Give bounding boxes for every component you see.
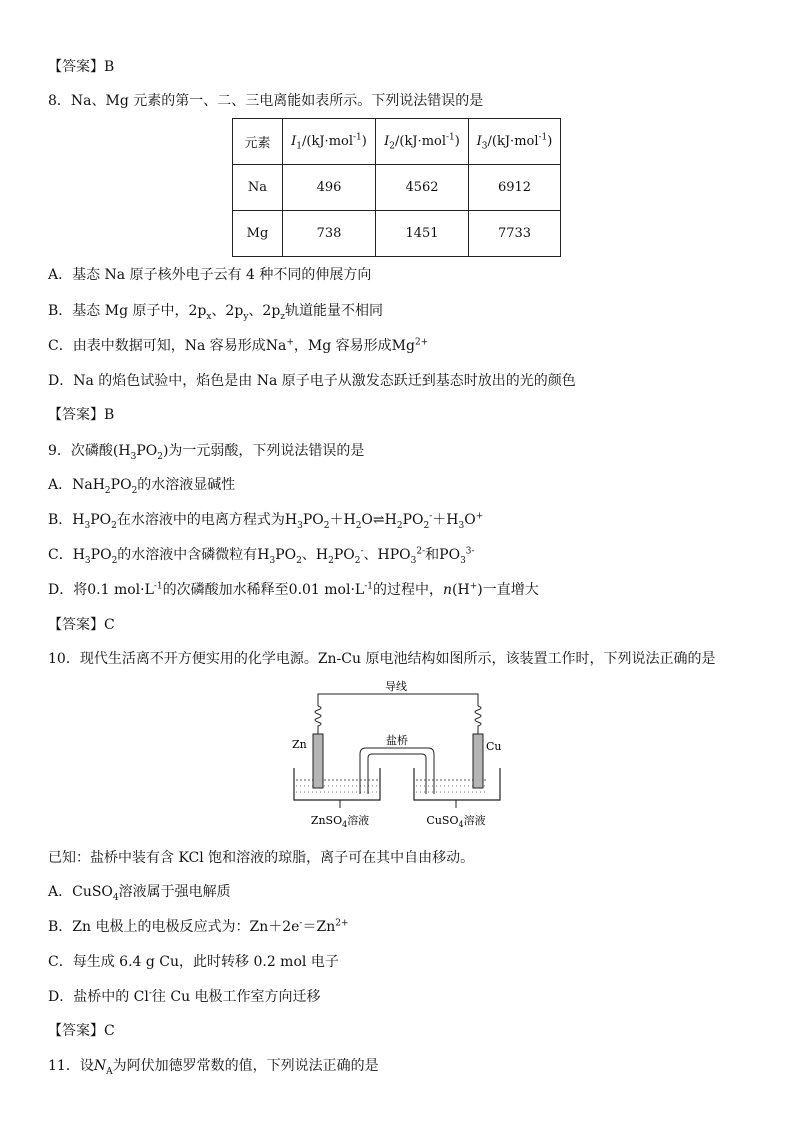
q8-option-b: B．基态 Mg 原子中，$2p_x$、$2p_y$、$2p_z$轨道能量不相同 <box>48 303 384 322</box>
table-cell: 4562 <box>376 165 469 211</box>
salt-bridge-label: 盐桥 <box>386 734 408 747</box>
left-solution-label: ZnSO$_4$溶液 <box>310 814 370 829</box>
table-cell: 1451 <box>376 211 469 257</box>
wire-label: 导线 <box>385 680 407 693</box>
q11-stem: 11．设$N_A$为阿伏加德罗常数的值，下列说法正确的是 <box>48 1058 379 1077</box>
table-cell: 738 <box>283 211 376 257</box>
q8-option-c: C．由表中数据可知，Na 容易形成Na+，Mg 容易形成$Mg^{2+}$ <box>48 337 429 354</box>
table-header-cell: $I_2/(kJ\cdot mol^{-1})$ <box>376 119 469 165</box>
answer-q9 <box>48 616 115 634</box>
left-spring-icon <box>315 706 321 734</box>
q10-option-b: B．Zn 电极上的电极反应式为：$Zn+2e^-=Zn^{2+}$ <box>48 918 349 935</box>
answer-value: C <box>104 617 115 633</box>
q9-stem: 9．次磷酸$(H_3PO_2)$为一元弱酸，下列说法错误的是 <box>48 443 365 462</box>
answer-value: C <box>104 1023 115 1039</box>
zn-label: Zn <box>292 738 307 751</box>
table-cell: 496 <box>283 165 376 211</box>
left-beaker <box>294 768 380 800</box>
right-spring-icon <box>475 706 481 734</box>
q9-option-d: D．将0.1 $mol\cdot L^{-1}$的次磷酸加水稀释至0.01 $mol\cdot L^{-1}$的过程中，n(H+)一直增大 <box>48 581 539 598</box>
salt-bridge-inner <box>368 754 426 794</box>
answer-value: B <box>104 407 115 423</box>
q8-stem: 8．Na、Mg 元素的第一、二、三电离能如表所示。下列说法错误的是 <box>48 93 484 109</box>
zn-cu-galvanic-cell-diagram <box>288 680 502 832</box>
q9-option-b: B．$H_3PO_2$在水溶液中的电离方程式为$H_3PO_2+H_2O\rightleftharpoons H_2PO_2^-+H_3O^+$ <box>48 511 484 531</box>
q9-option-a: A．$NaH_2PO_2$的水溶液显碱性 <box>48 477 236 496</box>
cu-label: Cu <box>486 740 502 753</box>
answer-label: 【答案】 <box>48 407 104 423</box>
q8-option-d: D．Na 的焰色试验中，焰色是由 Na 原子电子从激发态跃迁到基态时放出的光的颜色 <box>48 373 576 389</box>
table-cell: 6912 <box>469 165 561 211</box>
answer-label: 【答案】 <box>48 617 104 633</box>
q10-option-d: D．盐桥中的 Cl-往 Cu 电极工作室方向迁移 <box>48 988 321 1005</box>
wire <box>318 694 478 706</box>
table-header-cell: $I_3/(kJ\cdot mol^{-1})$ <box>469 119 561 165</box>
table-header-cell: 元素 <box>233 119 283 165</box>
q10-option-c: C．每生成 6.4 g Cu，此时转移 0.2 mol 电子 <box>48 954 339 970</box>
table-header-cell: $I_1/(kJ\cdot mol^{-1})$ <box>283 119 376 165</box>
q10-given: 已知：盐桥中装有含 KCl 饱和溶液的琼脂，离子可在其中自由移动。 <box>48 850 475 866</box>
salt-bridge-outer <box>360 748 434 794</box>
table-header-row <box>233 119 561 165</box>
answer-label: 【答案】 <box>48 59 104 75</box>
table-cell: Na <box>233 165 283 211</box>
ionization-energy-table <box>232 118 561 257</box>
q8-option-a: A．基态 Na 原子核外电子云有 4 种不同的伸展方向 <box>48 267 372 283</box>
table-row <box>233 165 561 211</box>
answer-q8 <box>48 406 114 424</box>
q10-stem: 10．现代生活离不开方便实用的化学电源。Zn-Cu 原电池结构如图所示，该装置工作时，下列说法正确的是 <box>48 651 716 667</box>
answer-q10 <box>48 1022 115 1040</box>
table-cell: 7733 <box>469 211 561 257</box>
right-solution-label: CuSO$_4$溶液 <box>426 814 486 829</box>
answer-label: 【答案】 <box>48 1023 104 1039</box>
answer-value: B <box>104 59 115 75</box>
right-beaker <box>414 768 500 800</box>
table-cell: Mg <box>233 211 283 257</box>
zn-electrode <box>313 734 323 788</box>
answer-q7 <box>48 58 114 76</box>
q9-option-c: C．$H_3PO_2$的水溶液中含磷微粒有$H_3PO_2$、$H_2PO_2^-$、$HPO_3^{2-}$和$PO_3^{3-}$ <box>48 546 475 566</box>
q10-option-a: A．CuSO$_4$溶液属于强电解质 <box>48 884 231 903</box>
table-row <box>233 211 561 257</box>
cu-electrode <box>473 734 483 788</box>
